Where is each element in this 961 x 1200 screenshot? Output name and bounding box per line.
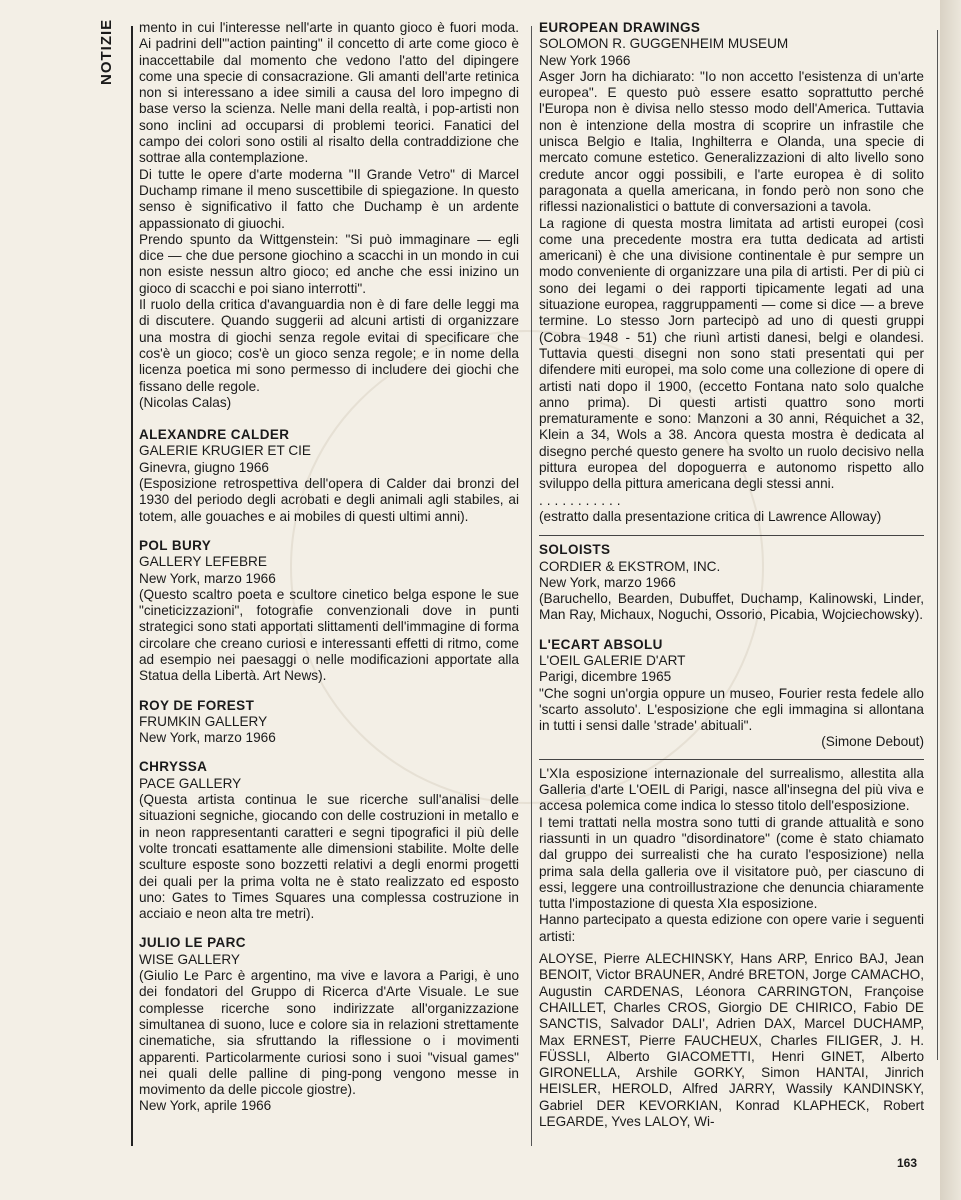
section-paragraph: L'XIa esposizione internazionale del surrealismo, allestita alla Galleria d'arte L'OEIL di Parigi, nasce all'insegna del più viva e accesa polemica come indica lo stesso titolo dell'esposizione.: [539, 765, 924, 814]
section-paragraph: Asger Jorn ha dichiarato: "Io non accetto l'esistenza di un'arte europea". E questo può essere esatto soprattutto perché l'Europa non è divisa nello stesso modo dell'America. Tuttavia non è intenzione della mostra di scoprire un infrastile che unisca Belgio e Italia, Inghilterra e Olanda, una specie di mercato comune estetico. Generalizzazioni di alto livello sono credute ancor oggi possibili, e l'arte europea è di solito paragonata a quella americana, in fondo però non sono che riflessi nazionalistici o battute di conversazioni a tavola.: [539, 68, 924, 215]
page-number: 163: [897, 1156, 918, 1170]
section-venue: FRUMKIN GALLERY: [139, 713, 268, 729]
section-ecart-absolu: [539, 637, 924, 1131]
section-place: New York 1966: [539, 52, 631, 68]
artist-list: ALOYSE, Pierre ALECHINSKY, Hans ARP, Enrico BAJ, Jean BENOIT, Victor BRAUNER, André BRETON, Jorge CAMACHO, Augustin CARDENAS, Léonora CARRINGTON, Françoise CHAILLET, Charles CROS, Giorgio DE CHIRICO, Fabio DE SANCTIS, Salvador DALI', Adrien DAX, Marcel DUCHAMP, Max ERNEST, Pierre FAUCHEUX, Charles FILIGER, J. H. FÜSSLI, Alberto GIACOMETTI, Henri GINET, Alberto GIRONELLA, Arshile GORKY, Simon HANTAI, Jinrich HEISLER, HEROLD, Alfred JARRY, Wassily KANDINSKY, Gabriel DER KEVORKIAN, Konrad KLAPHECK, Robert LEGARDE, Yves LALOY, Wi-: [539, 951, 924, 1129]
section-venue: L'OEIL GALERIE D'ART: [539, 652, 686, 668]
section-heading: EUROPEAN DRAWINGS: [539, 20, 701, 35]
section-body: (Giulio Le Parc è argentino, ma vive e lavora a Parigi, è uno dei fondatori del Gruppo di Ricerca d'Arte Visuale. Le sue complesse ricerche sono indirizzate all'organizzazione simultanea di suono, luce e colore sia in relazioni strettamente cinematiche, sia sfruttando la riflessione o i movimenti apparenti. Particolarmente curiosi sono i suoi "visual games" nei quali delle palline di ping-pong vengono messe in movimento da delle piccole giostre).: [139, 968, 519, 1098]
section-paragraph: La ragione di questa mostra limitata ad artisti europei (così come una precedente mostra era tutta dedicata ad artisti americani) è che una divisione continentale è pur sempre un modo conveniente di organizzare una pila di artisti. Per di più ci sono dei legami o dei rapporti tipicamente legati ad una situazione europea, raggruppamenti — come si dice — a breve termine. Lo stesso Jorn partecipò ad uno di questi gruppi (Cobra 1948 - 51) che riunì artisti danesi, belgi e olandesi. Tuttavia questi disegni non sono stati presentati qui per difendere miti europei, ma solo come una collezione di opere di artisti nati dopo il 1900, (eccetto Fontana nato solo qualche anno prima). Di questi artisti quattro sono morti prematuramente e sono: Manzoni a 30 anni, Réquichet a 32, Klein a 34, Wols a 38. Ancora questa mostra è dedicata al disegno perché questo genere ha svolto un ruolo decisivo nella pittura europea del dopoguerra e autonomo rispetto allo sviluppo della pittura americana degli stessi anni.: [539, 215, 924, 492]
section-paragraph: I temi trattati nella mostra sono tutti di grande attualità e sono riassunti in un quadro "disordinatore" (come è stato chiamato dal gruppo dei surrealisti che ha curato l'esposizione) nella prima sala della galleria ove il visitatore può, per ciascuno di essi, leggere una controillustrazione che denuncia chiaramente tutta l'impostazione di questa XIa esposizione.: [539, 814, 924, 912]
section-paragraph: Hanno partecipato a questa edizione con opere varie i seguenti artisti:: [539, 912, 924, 944]
section-calder: [139, 427, 519, 525]
intro-paragraph: mento in cui l'interesse nell'arte in quanto gioco è fuori moda. Ai padrini dell'"action painting" il concetto di arte come gioco è inaccettabile dal momento che vedono l'atto del dipingere come una specie di consacrazione. Gli amanti dell'arte retinica non si interessano a idee simili a causa del loro impegno di base verso la scienza. Nelle mani della realtà, i pop-artisti non sono inclini ad occuparsi di problemi teorici. Fanatici del campo dei colori sono ostili al risalto della contraddizione che sottrae alla contemplazione.: [139, 20, 519, 166]
intro-text: [139, 20, 519, 411]
section-place: Ginevra, giugno 1966: [139, 459, 269, 475]
section-chryssa: [139, 759, 519, 922]
right-column: [539, 20, 924, 1130]
intro-paragraph: Il ruolo della critica d'avanguardia non è di fare delle leggi ma di discutere. Quando suggerii ad alcuni artisti di organizzare una mostra di giochi senza regole evitai di specificare che cos'è un gioco; cos'è un gioco senza regole; e in nome della licenza poetica mi sono permesso di includere dei giochi che fissano delle regole.: [139, 297, 519, 394]
section-venue: GALERIE KRUGIER ET CIE: [139, 443, 311, 459]
section-venue: SOLOMON R. GUGGENHEIM MUSEUM: [539, 36, 789, 52]
section-divider: [539, 759, 924, 760]
page-edge: [940, 0, 961, 1200]
section-venue: PACE GALLERY: [139, 775, 242, 791]
section-body: (Questo scaltro poeta e scultore cinetico belga espone le sue "cineticizzazioni", fotografie convenzionali dove in punti strategici sono stati apportati slittamenti dell'immagine di forma circolare che creano curiosi e interessanti effetti di ritmo, come ad esempio nei paesaggi o nelle modificazioni apportate alla Statua della Libertà. Art News).: [139, 586, 519, 684]
section-heading: ALEXANDRE CALDER: [139, 427, 290, 443]
section-body: (Questa artista continua le sue ricerche sull'analisi delle situazioni segniche, giocando con delle costruzioni in metallo e in neon rappresentanti caratteri e segni tipografici il più delle volte troncati esattamente alle dimensioni stabilite. Molte delle sculture esposte sono bozzetti relativi a degli enormi progetti dei quali per la prima volta ne è stato realizzato ed esposto uno: Gates to Times Squares una complessa costruzione in acciaio e neon alta tre metri).: [139, 792, 519, 922]
section-heading: CHRYSSA: [139, 759, 208, 775]
section-heading: L'ECART ABSOLU: [539, 636, 663, 652]
intro-paragraph: Prendo spunto da Wittgenstein: "Si può immaginare — egli dice — che due persone giochino a scacchi in un mondo in cui non esiste nessun altro gioco; ed anche che essi inizino un gioco di scacchi e poi siano interrotti".: [139, 231, 519, 296]
ellipsis-dots: ...........: [539, 492, 625, 508]
left-vertical-rule: [131, 26, 133, 1146]
section-european-drawings: [539, 20, 924, 525]
section-place: New York, marzo 1966: [539, 574, 676, 590]
section-heading: ROY DE FOREST: [139, 697, 255, 713]
section-pol-bury: [139, 538, 519, 685]
section-source: (estratto dalla presentazione critica di Lawrence Alloway): [539, 508, 882, 524]
section-place: Parigi, dicembre 1965: [539, 669, 672, 685]
section-venue: CORDIER & EKSTROM, INC.: [539, 558, 721, 574]
section-heading: POL BURY: [139, 537, 212, 553]
section-heading: SOLOISTS: [539, 542, 611, 558]
section-body: (Esposizione retrospettiva dell'opera di Calder dai bronzi del 1930 del periodo degli acrobati e degli animali agli stabiles, ai totem, alle gouaches e ai mobiles di questi ultimi anni).: [139, 476, 519, 524]
section-divider: [539, 535, 924, 536]
section-roy-de-forest: [139, 698, 519, 747]
left-column: [139, 20, 519, 1115]
quote-signature: (Simone Debout): [821, 734, 924, 750]
section-quote: "Che sogni un'orgia oppure un museo, Fourier resta fedele allo 'scarto assoluto'. L'esposizione che egli immagina si allontana in tutti i sensi dalle 'strade' abituali".: [539, 685, 924, 734]
section-venue: WISE GALLERY: [139, 951, 240, 967]
section-body: (Baruchello, Bearden, Dubuffet, Duchamp, Kalinowski, Linder, Man Ray, Michaux, Noguchi, Ossorio, Picabia, Wojciechowsky).: [539, 591, 924, 623]
intro-author: (Nicolas Calas): [139, 394, 232, 410]
section-heading: JULIO LE PARC: [139, 935, 246, 951]
section-venue: GALLERY LEFEBRE: [139, 554, 267, 570]
section-place: New York, marzo 1966: [139, 570, 276, 586]
section-place: New York, aprile 1966: [139, 1098, 272, 1114]
middle-vertical-rule: [531, 26, 532, 1146]
section-julio-le-parc: [139, 935, 519, 1114]
right-vertical-rule: [937, 30, 938, 1060]
section-side-label: NOTIZIE: [98, 18, 115, 85]
section-soloists: [539, 542, 924, 623]
section-place: New York, marzo 1966: [139, 730, 276, 746]
intro-paragraph: Di tutte le opere d'arte moderna "Il Grande Vetro" di Marcel Duchamp rimane il meno suscettibile di spiegazione. In questo senso è significativo il fatto che Duchamp è un ardente appassionato di giuochi.: [139, 166, 519, 231]
